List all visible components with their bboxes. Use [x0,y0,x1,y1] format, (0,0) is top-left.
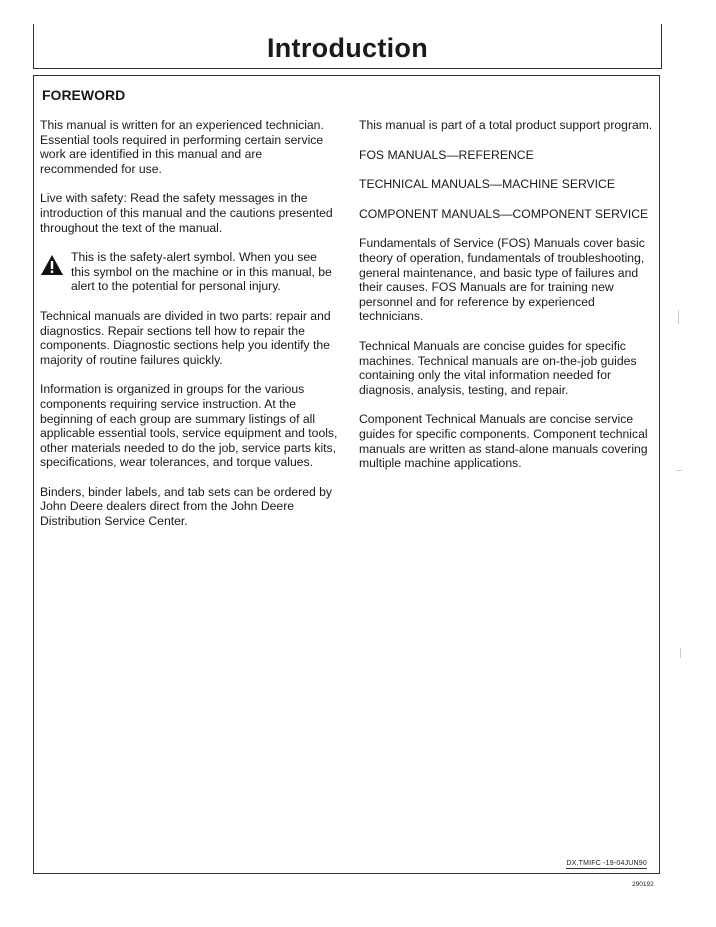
paragraph-component-manuals: Component Technical Manuals are concise service guides for specific components. Component technical manuals are written as stand-alone manuals covering multiple machine applications. [359,412,648,471]
paragraph-fos-manuals: Fundamentals of Service (FOS) Manuals cover basic theory of operation, fundamentals of troubleshooting, general maintenance, and basic type of failures and their causes. FOS Manuals are for training new personnel and for reference by experienced technicians. [359,236,645,324]
scan-mark [676,470,682,471]
section-heading: FOREWORD [42,87,126,103]
title-box [33,24,662,69]
document-code: DX,TMIFC -19-04JUN90 [566,860,647,867]
list-item-component: COMPONENT MANUALS—COMPONENT SERVICE [359,206,649,221]
paragraph-organization: Information is organized in groups for the various components requiring service instruction. At the beginning of each group are summary listings of all applicable essential tools, service equipment and tools, other materials needed to do the job, service parts kits, specifications, wear tolerances, and torque values. [40,382,338,470]
left-column [40,118,338,544]
safety-alert-text: This is the safety-alert symbol. When you see this symbol on the machine or in this manual, be alert to the potential for personal injury. [71,250,332,294]
paragraph-manual-parts: Technical manuals are divided in two parts: repair and diagnostics. Repair sections tell how to repair the components. Diagnostic sections help you identify the majority of routine failures quickly. [40,308,331,367]
page-frame [33,24,660,874]
list-item-fos: FOS MANUALS—REFERENCE [359,147,534,162]
paragraph-product-support: This manual is part of a total product support program. [359,118,653,132]
paragraph-safety: Live with safety: Read the safety messages in the introduction of this manual and the cautions presented throughout the text of the manual. [40,191,333,235]
paragraph-binders: Binders, binder labels, and tab sets can be ordered by John Deere dealers direct from the John Deere Distribution Service Center. [40,484,333,529]
page-number: 290192 [632,881,654,888]
page-title: Introduction [266,33,429,63]
scan-mark [680,648,681,658]
safety-alert-triangle-icon [40,254,64,276]
safety-alert-note [40,250,338,294]
paragraph-technical-manuals: Technical Manuals are concise guides for specific machines. Technical manuals are on-the-job guides containing only the vital information needed for diagnosis, analysis, testing, and repair. [359,338,637,397]
content-box [33,75,660,874]
right-column [359,118,655,486]
paragraph-intro: This manual is written for an experienced technician. Essential tools required in performing certain service work are identified in this manual and are recommended for use. [40,118,324,176]
list-item-technical: TECHNICAL MANUALS—MACHINE SERVICE [359,177,615,192]
scan-mark [678,310,679,324]
